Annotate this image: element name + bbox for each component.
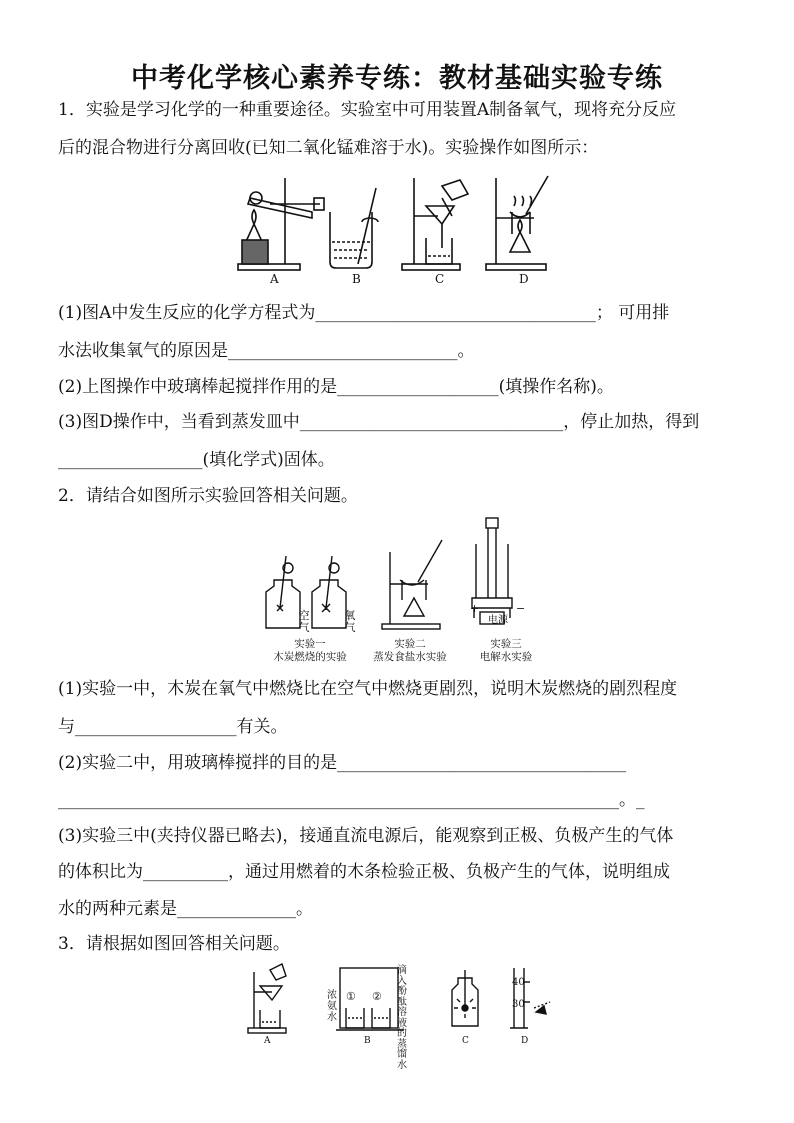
q2-part1-line1: (1)实验一中，木炭在氧气中燃烧比在空气中燃烧更剧烈，说明木炭燃烧的剧烈程度 xyxy=(58,679,678,699)
q1-stem-line2: 后的混合物进行分离回收(已知二氧化锰难溶于水)。实验操作如图所示： xyxy=(58,138,599,158)
q2-exp1-title: 实验一 xyxy=(294,638,326,650)
q3-fig-label-a: A xyxy=(264,1036,271,1046)
q3-phenolphthalein-label: 滴入酚酞溶液的蒸馏水 xyxy=(397,965,407,1071)
q1-fig-label-d: D xyxy=(519,272,529,286)
q2-part1-line2: 与___________________有关。 xyxy=(58,717,288,737)
q2-exp2-title: 实验二 xyxy=(394,638,426,650)
page-title: 中考化学核心素养专练：教材基础实验专练 xyxy=(131,63,663,94)
q1-fig-label-c: C xyxy=(435,272,445,286)
q1-part1-line1: (1)图A中发生反应的化学方程式为_________________________________； 可用排 xyxy=(58,303,670,323)
q3-tick-40: 40 xyxy=(512,977,525,988)
q2-part2-line2: __________________________________________________________________。_ xyxy=(58,790,645,810)
q2-minus-sign: − xyxy=(516,602,526,615)
q2-exp3-name: 电解水实验 xyxy=(479,651,533,663)
q3-circle-1: ① xyxy=(346,990,356,1003)
q2-exp3-title: 实验三 xyxy=(490,638,522,650)
q1-part3-line2: _________________(填化学式)固体。 xyxy=(58,450,335,470)
q2-part3-line1: (3)实验三中(夹持仪器已略去)，接通直流电源后，能观察到正极、负极产生的气体 xyxy=(58,826,674,846)
q2-stem: 2．请结合如图所示实验回答相关问题。 xyxy=(58,486,358,506)
q3-fig-label-c: C xyxy=(462,1036,469,1046)
q2-part3-line3: 水的两种元素是______________。 xyxy=(58,899,313,919)
q3-ammonia-label: 浓氨水 xyxy=(327,990,337,1023)
q1-part3-line1: (3)图D操作中，当看到蒸发皿中_______________________________，停止加热，得到 xyxy=(58,412,700,432)
q2-exp2-name: 蒸发食盐水实验 xyxy=(373,651,447,663)
q1-stem-line1: 1．实验是学习化学的一种重要途径。实验室中可用装置A制备氧气，现将充分反应 xyxy=(58,100,677,120)
q2-air-label: 空气 xyxy=(298,609,310,634)
q2-power-label: 电源 xyxy=(488,615,508,626)
q2-oxygen-label: 氧气 xyxy=(344,609,356,634)
q3-fig-label-d: D xyxy=(521,1036,529,1046)
q3-tick-30: 30 xyxy=(512,999,525,1010)
q3-stem: 3．请根据如图回答相关问题。 xyxy=(58,934,290,954)
q2-plus-sign: + xyxy=(470,602,480,615)
q1-fig-label-a: A xyxy=(270,272,279,286)
q3-fig-label-b: B xyxy=(364,1036,371,1046)
q3-circle-2: ② xyxy=(372,990,382,1003)
q2-part3-line2: 的体积比为__________，通过用燃着的木条检验正极、负极产生的气体，说明组成 xyxy=(58,862,670,882)
q1-part1-line2: 水法收集氧气的原因是___________________________。 xyxy=(58,341,475,361)
q1-part2: (2)上图操作中玻璃棒起搅拌作用的是___________________(填操作名称)。 xyxy=(58,377,614,397)
q2-exp1-name: 木炭燃烧的实验 xyxy=(273,651,347,663)
q1-fig-label-b: B xyxy=(352,272,361,286)
q2-part2-line1: (2)实验二中，用玻璃棒搅拌的目的是__________________________________ xyxy=(58,753,627,773)
